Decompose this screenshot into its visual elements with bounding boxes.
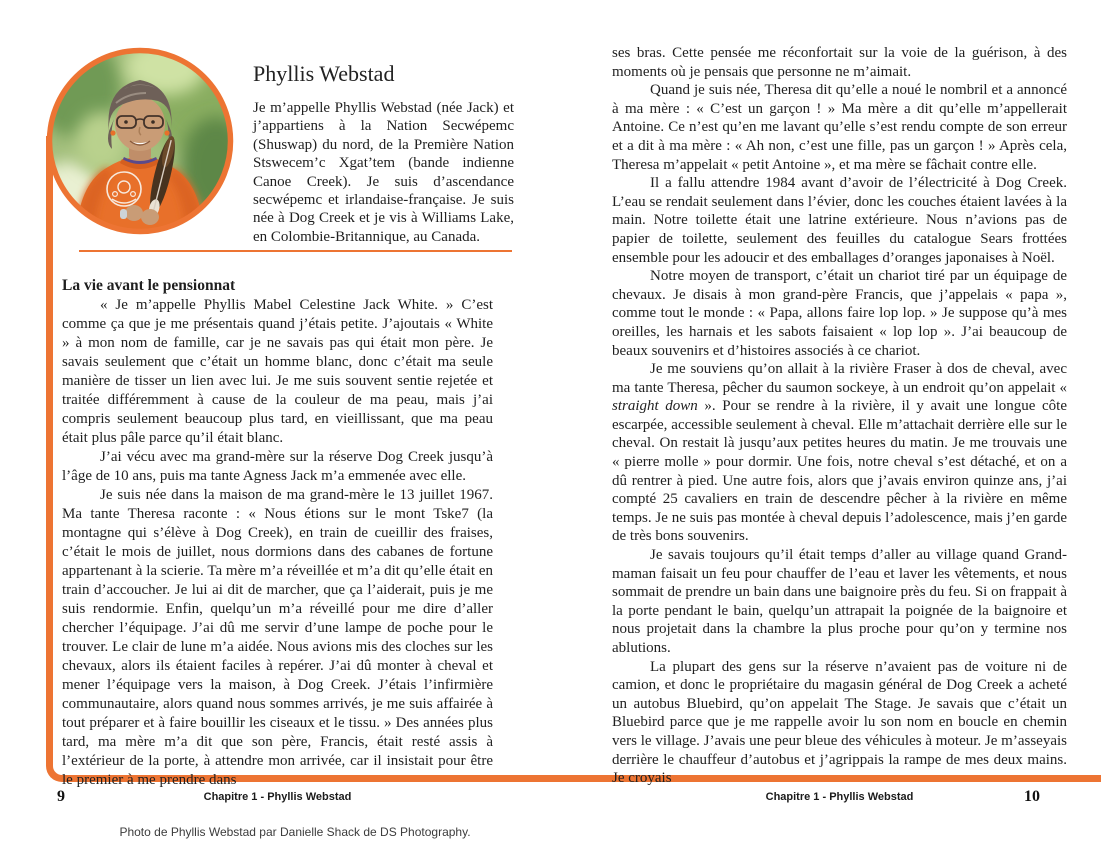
- section-heading: La vie avant le pensionnat: [62, 277, 236, 294]
- body-paragraph: ses bras. Cette pensée me réconfortait sur la voie de la guérison, à des moments où je pensais que personne ne m’aimait.: [612, 45, 1067, 80]
- author-intro-text: Je m’appelle Phyllis Webstad (née Jack) et j’appartiens à la Nation Secwépemc (Shuswap) du nord, de la Première Nation Stswecem’c Xgat’tem (bande indienne Canoe Creek). Je suis d’ascendance secwépemc et irlandaise-française. Je suis née à Dog Creek et je vis à Williams Lake, en Colombie-Britannique, au Canada.: [253, 100, 514, 245]
- author-name-title: Phyllis Webstad: [253, 60, 395, 86]
- body-paragraph: La plupart des gens sur la réserve n’avaient pas de voiture ni de camion, et donc le propriétaire du magasin général de Dog Creek a acheté un autobus Bluebird, qu’on appelait The Stage. Je savais que c’était un Bluebird parce que je me rappelle avoir lu son nom en boucle en chemin vers le village. J’avais une peur bleue des véhicules à moteur. Je m’asseyais derrière le chauffeur d’autobus et j’agrippais la rampe de mes deux mains. Je croyais: [612, 658, 1067, 787]
- body-paragraph: Je suis née dans la maison de ma grand-mère le 13 juillet 1967. Ma tante Theresa raconte : « Nous étions sur le mont Tske7 (la montagne qui s’élève à Dog Creek), en train de cueillir des fraises, c’était le mois de juillet, nous dormions dans des cabanes de fortune appartenant à la scierie. Ta mère m’a réveillée et m’a dit qu’elle était en train d’accoucher. Je lui ai dit de marcher, que ça l’aiderait, puis je me suis rendormie. Enfin, quelqu’un m’a réveillé pour me dire d’aller chercher l’équipage. J’ai dû me servir d’une lampe de poche pour le trouver. Le clair de lune m’a aidée. Nous avions mis des cloches sur les chevaux, alors ils étaient faciles à repérer. J’ai dû monter à cheval et mener l’équipage vers la maison, à Dog Creek. J’étais l’infirmière communautaire, alors quand nous sommes arrivés, je me suis affairée à tout préparer et à faire bouillir les ciseaux et le tissu. » Des années plus tard, ma mère m’a dit que son père, Francis, était resté assis à l’extérieur de la porte, à attendre mon arrivée, car il insistait pour être le premier à me prendre dans: [62, 487, 493, 788]
- body-paragraph: Je savais toujours qu’il était temps d’aller au village quand Grand-maman faisait un feu pour chauffer de l’eau et laver les vêtements, et nous sommait de prendre un bain dans une baignoire près du feu. Si on frappait à la porte pendant le bain, quelqu’un attrapait la poignée de la baignoire et nous projetait dans la chambre la plus proche pour qu’on y termine nos ablutions.: [612, 547, 1067, 656]
- paragraph-segment: Je me souviens qu’on allait à la rivière Fraser à dos de cheval, avec ma tante Theresa, pêcher du saumon sockeye, à un endroit qu’on appelait «: [612, 361, 1067, 396]
- author-portrait-illustration: [46, 47, 234, 235]
- body-paragraph: « Je m’appelle Phyllis Mabel Celestine Jack White. » C’est comme ça que je me présentais quand j’étais petite. J’ajoutais « White » à mon nom de famille, car je ne savais pas qui était mon père. Je savais seulement que c’était un homme blanc, donc c’était ma seule manière de tisser un lien avec lui. Je me suis souvent sentie rejetée et traitée différemment à cause de la couleur de ma peau, mais j’ai compris seulement beaucoup plus tard, en vieillissant, que ma peau était plus pâle parce qu’il était blanc.: [62, 297, 493, 446]
- italic-phrase: straight down: [612, 398, 698, 415]
- body-paragraph: [612, 360, 1067, 546]
- chapter-footer-right: Chapitre 1 - Phyllis Webstad: [765, 791, 914, 803]
- divider-rule: [79, 250, 512, 252]
- page-number-right: 10: [1024, 788, 1040, 805]
- body-paragraph: Notre moyen de transport, c’était un chariot tiré par un équipage de chevaux. Je disais à mon grand-père Francis, que j’appelais « papa », comme tout le monde : « Papa, allons faire lop lop. » Je suppose qu’à mes oreilles, les harnais et les sabots faisaient « lop lop ». J’ai beaucoup de beaux souvenirs et d’histoires associés à ce chariot.: [612, 268, 1067, 359]
- body-paragraph: Quand je suis née, Theresa dit qu’elle a noué le nombril et a annoncé à ma mère : « C’est un garçon ! » Ma mère a dit qu’elle m’appellerait Antoine. Ce n’est qu’en me lavant qu’elle s’est rendu compte de son erreur et a dit à ma mère : « Ah non, c’est une fille, pas un garçon ! » Après cela, Theresa m’appelait « petit Antoine », et ma mère se fâchait contre elle.: [612, 82, 1067, 173]
- photo-credit-caption: Photo de Phyllis Webstad par Danielle Shack de DS Photography.: [119, 825, 471, 839]
- chapter-footer-left: Chapitre 1 - Phyllis Webstad: [203, 791, 352, 803]
- right-page-column: [612, 44, 1067, 788]
- body-paragraph: J’ai vécu avec ma grand-mère sur la réserve Dog Creek jusqu’à l’âge de 10 ans, puis ma tante Agness Jack m’a emmenée avec elle.: [62, 449, 493, 484]
- author-photo: [46, 47, 234, 235]
- paragraph-segment: ». Pour se rendre à la rivière, il y avait une longue côte escarpée, accessible seulement à cheval. Elle m’attachait derrière elle sur le cheval. On restait là jusqu’aux petites heures du matin. Je me trouvais une « pierre molle » pour dormir. Une fois, notre cheval s’est détaché, et on a dû rentrer à pied. Une autre fois, alors que j’avais environ quinze ans, j’ai compté 25 cavaliers en train de descendre pêcher à la rivière en même temps. Je ne suis pas montée à cheval depuis l’adolescence, mais j’en garde de très bons souvenirs.: [612, 398, 1067, 545]
- body-paragraph: Il a fallu attendre 1984 avant d’avoir de l’électricité à Dog Creek. L’eau se rendait seulement dans l’évier, donc les couches étaient lavées à la main. Notre toilette était une latrine extérieure. Nous n’avions pas de papier de toilette, seulement des feuilles du catalogue Sears frottées ensemble pour les adoucir et des emballages d’oranges japonaises à Noël.: [612, 175, 1067, 266]
- left-page-column: [62, 276, 493, 790]
- page-number-left: 9: [57, 788, 65, 805]
